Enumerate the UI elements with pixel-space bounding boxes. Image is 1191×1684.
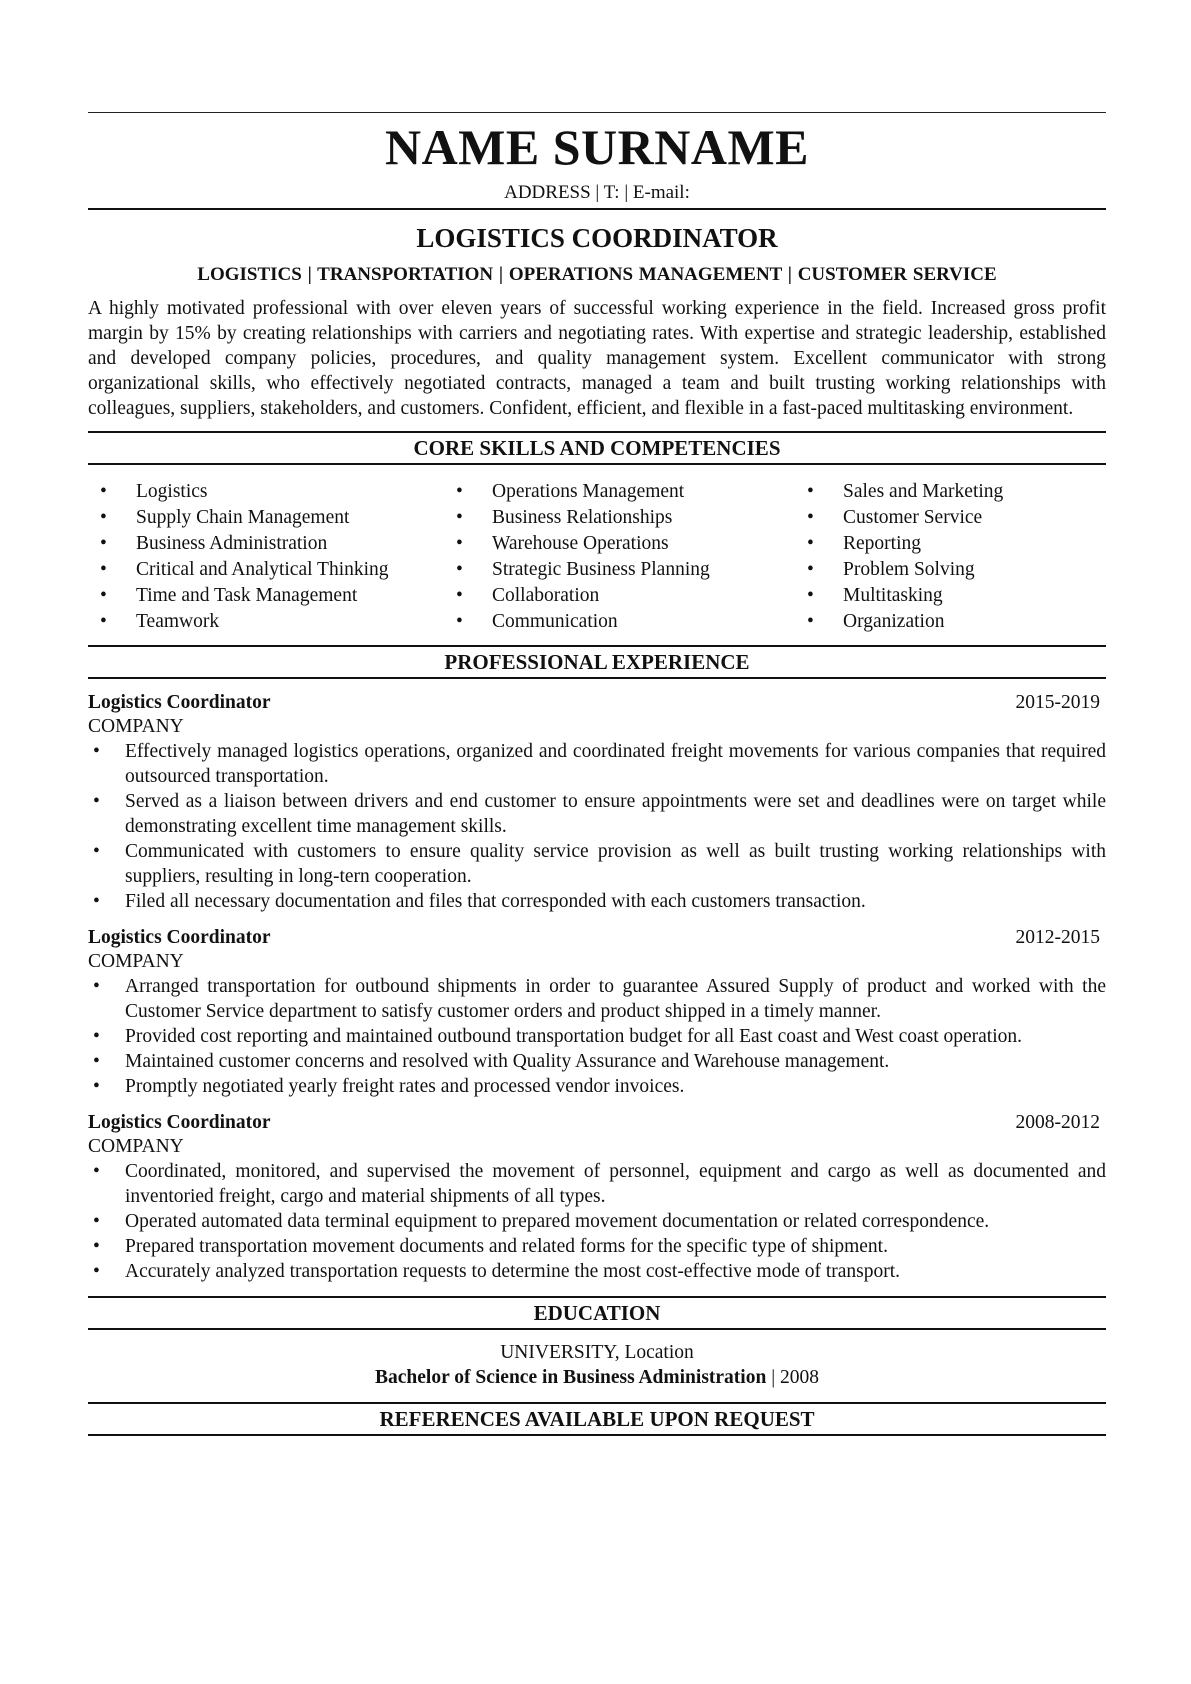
skill-item: • Business Relationships: [444, 505, 795, 531]
degree-name: Bachelor of Science in Business Administration: [375, 1367, 767, 1388]
job-years: 2008-2012: [1015, 1112, 1100, 1133]
skill-item: • Time and Task Management: [88, 583, 444, 609]
contact-line: ADDRESS | T: | E-mail:: [504, 182, 690, 203]
skill-item: • Teamwork: [88, 609, 444, 635]
skill-item: • Logistics: [88, 479, 444, 505]
skill-item: • Business Administration: [88, 531, 444, 557]
references-heading: REFERENCES AVAILABLE UPON REQUEST: [88, 1402, 1106, 1436]
skill-item: • Customer Service: [795, 505, 1095, 531]
duty-item: • Operated automated data terminal equipment to prepared movement documentation or related correspondence.: [88, 1209, 1106, 1234]
degree-year: | 2008: [766, 1367, 819, 1388]
job-entry-2: [88, 926, 1106, 1099]
job-entry-1: [88, 691, 1106, 914]
skill-item: • Problem Solving: [795, 557, 1095, 583]
job-years: 2015-2019: [1015, 692, 1100, 713]
company-name: COMPANY: [88, 951, 184, 972]
skill-item: • Communication: [444, 609, 795, 635]
job-header: [88, 691, 1106, 715]
skill-item: • Organization: [795, 609, 1095, 635]
skill-item: • Supply Chain Management: [88, 505, 444, 531]
skills-list: [88, 479, 1106, 635]
job-duties: [88, 739, 1106, 914]
skills-column-3: [795, 479, 1095, 635]
duty-item: • Filed all necessary documentation and files that corresponded with each customers transaction.: [88, 889, 1106, 914]
skills-heading: CORE SKILLS AND COMPETENCIES: [88, 431, 1106, 465]
top-rule: [88, 112, 1106, 113]
experience-heading: PROFESSIONAL EXPERIENCE: [88, 645, 1106, 679]
duty-item: • Accurately analyzed transportation requests to determine the most cost-effective mode of transport.: [88, 1259, 1106, 1284]
job-header: [88, 1111, 1106, 1135]
job-duties: [88, 974, 1106, 1099]
duty-item: • Prepared transportation movement documents and related forms for the specific type of shipment.: [88, 1234, 1106, 1259]
header-rule: [88, 208, 1106, 210]
degree-line: [88, 1365, 1106, 1390]
job-years: 2012-2015: [1015, 927, 1100, 948]
professional-summary: A highly motivated professional with over eleven years of successful working experience in the field. Increased gross profit margin by 15% by creating relationships with carriers and negotiating rates. With expertise and strategic leadership, established and developed company policies, procedures, and quality management system. Excellent communicator with strong organizational skills, who effectively negotiated contracts, managed a team and built trusting working relationships with colleagues, suppliers, stakeholders, and customers. Confident, efficient, and flexible in a fast-paced multitasking environment.: [88, 298, 1106, 419]
skills-column-1: [88, 479, 444, 635]
job-title: Logistics Coordinator: [88, 927, 271, 948]
duty-item: • Promptly negotiated yearly freight rates and processed vendor invoices.: [88, 1074, 1106, 1099]
skill-item: • Collaboration: [444, 583, 795, 609]
duty-item: • Provided cost reporting and maintained outbound transportation budget for all East coast and West coast operation.: [88, 1024, 1106, 1049]
skill-item: • Multitasking: [795, 583, 1095, 609]
job-title: Logistics Coordinator: [88, 692, 271, 713]
job-entry-3: [88, 1111, 1106, 1284]
resume-content: [88, 112, 1106, 1436]
skill-item: • Sales and Marketing: [795, 479, 1095, 505]
skills-column-2: [444, 479, 795, 635]
skill-item: • Reporting: [795, 531, 1095, 557]
job-header: [88, 926, 1106, 950]
duty-item: • Maintained customer concerns and resolved with Quality Assurance and Warehouse management.: [88, 1049, 1106, 1074]
duty-item: • Communicated with customers to ensure quality service provision as well as built trusting working relationships with suppliers, resulting in long-tern cooperation.: [88, 839, 1106, 889]
duty-item: • Effectively managed logistics operations, organized and coordinated freight movements for various companies that required outsourced transportation.: [88, 739, 1106, 789]
school-line: UNIVERSITY, Location: [500, 1342, 694, 1363]
duty-item: • Arranged transportation for outbound shipments in order to guarantee Assured Supply of product and worked with the Customer Service department to satisfy customer orders and product shipped in a timely manner.: [88, 974, 1106, 1024]
skill-item: • Operations Management: [444, 479, 795, 505]
tagline: LOGISTICS | TRANSPORTATION | OPERATIONS MANAGEMENT | CUSTOMER SERVICE: [197, 264, 997, 285]
duty-item: • Served as a liaison between drivers and end customer to ensure appointments were set and deadlines were on target while demonstrating excellent time management skills.: [88, 789, 1106, 839]
candidate-name: NAME SURNAME: [384, 119, 810, 175]
job-duties: [88, 1159, 1106, 1284]
duty-item: • Coordinated, monitored, and supervised the movement of personnel, equipment and cargo as well as documented and inventoried freight, cargo and material shipments of all types.: [88, 1159, 1106, 1209]
company-name: COMPANY: [88, 716, 184, 737]
education-block: [88, 1340, 1106, 1390]
skill-item: • Warehouse Operations: [444, 531, 795, 557]
skill-item: • Strategic Business Planning: [444, 557, 795, 583]
company-name: COMPANY: [88, 1136, 184, 1157]
job-title-heading: LOGISTICS COORDINATOR: [416, 223, 778, 253]
job-title: Logistics Coordinator: [88, 1112, 271, 1133]
skill-item: • Critical and Analytical Thinking: [88, 557, 444, 583]
education-heading: EDUCATION: [88, 1296, 1106, 1330]
